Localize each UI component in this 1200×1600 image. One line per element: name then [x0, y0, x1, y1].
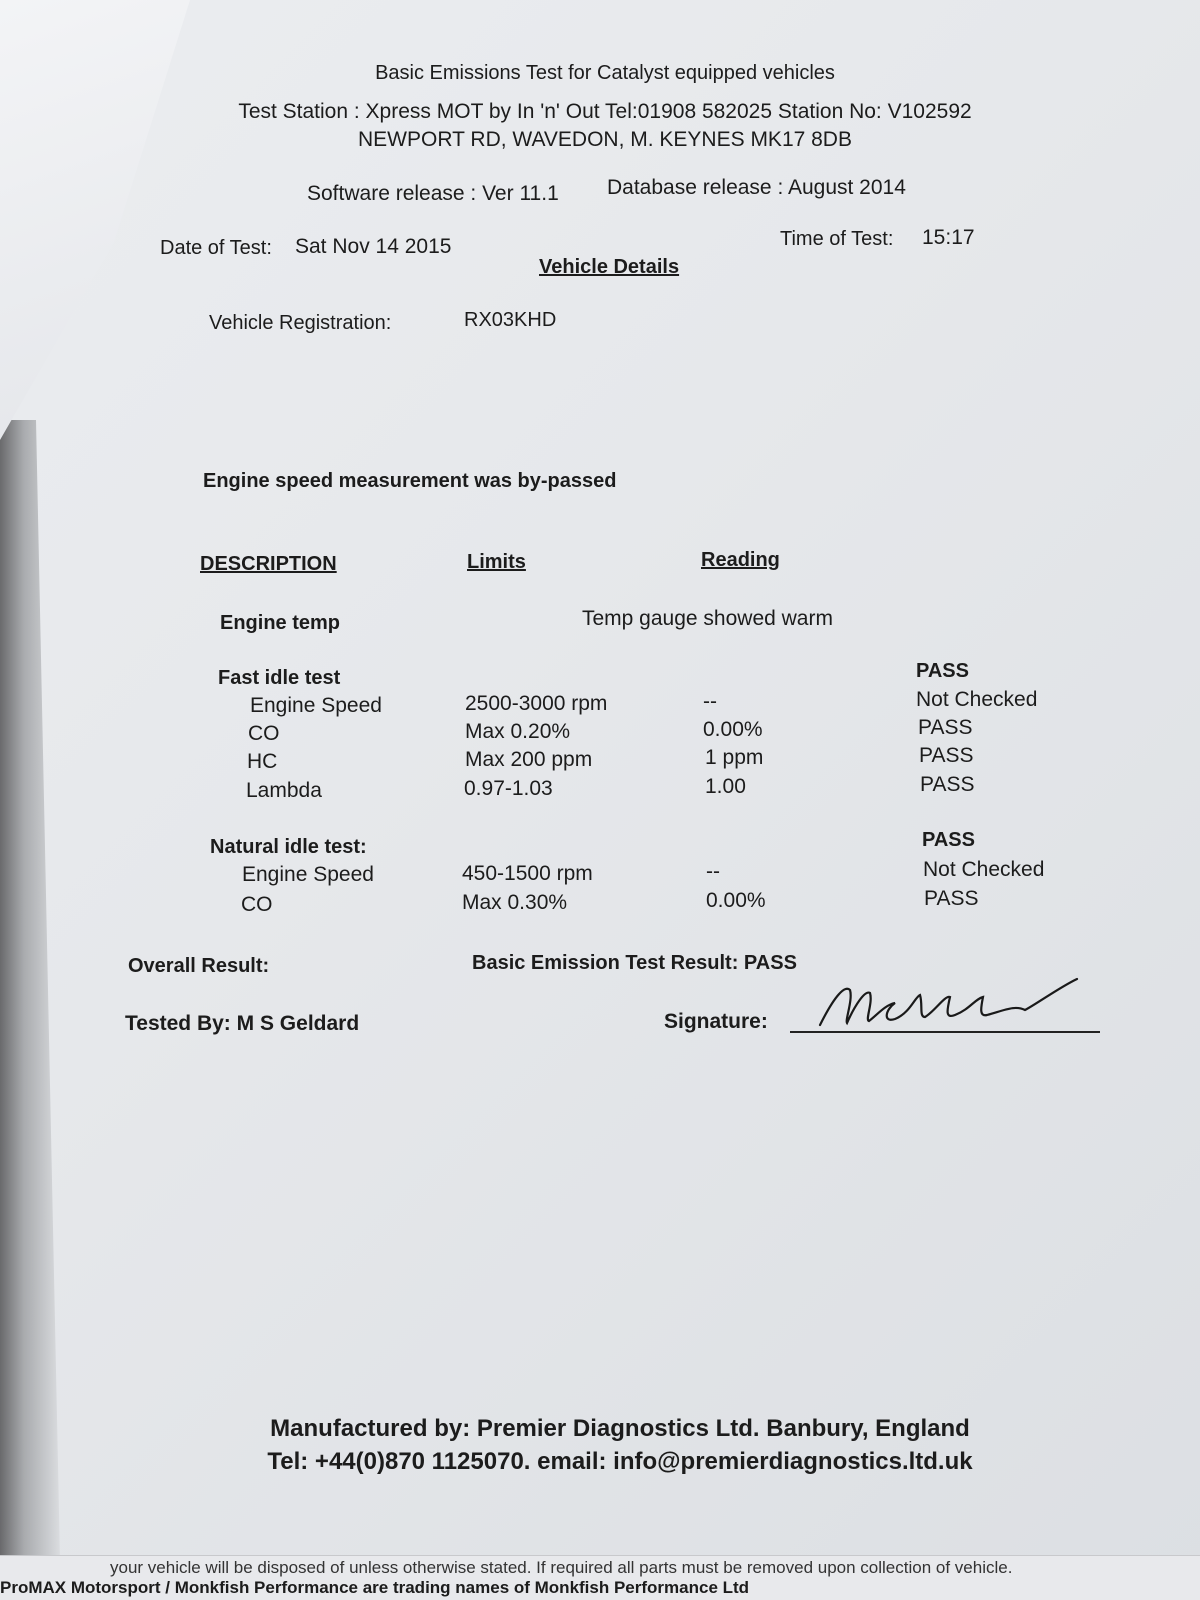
natural-idle-row-result: PASS [924, 887, 979, 910]
overall-result-value: Basic Emission Test Result: PASS [472, 952, 797, 974]
time-value: 15:17 [922, 226, 975, 249]
natural-idle-result: PASS [922, 829, 975, 851]
fast-idle-row-name: CO [248, 722, 280, 745]
fast-idle-row-reading: -- [703, 690, 717, 713]
database-release: Database release : August 2014 [607, 176, 906, 199]
header-reading: Reading [701, 549, 780, 571]
natural-idle-row-limit: Max 0.30% [462, 891, 568, 914]
signature-line [790, 1031, 1100, 1033]
fast-idle-row-reading: 0.00% [703, 718, 763, 741]
footer-line-2: ProMAX Motorsport / Monkfish Performance are trading names of Monkfish Performance Ltd [0, 1578, 750, 1597]
vehicle-registration-value: RX03KHD [464, 309, 557, 331]
fast-idle-row-name: Lambda [246, 779, 322, 802]
date-value: Sat Nov 14 2015 [295, 235, 452, 258]
fast-idle-row-result: PASS [920, 773, 975, 796]
header-limits: Limits [467, 551, 526, 573]
time-label: Time of Test: [780, 228, 894, 250]
fast-idle-row-reading: 1 ppm [705, 746, 764, 769]
document-title: Basic Emissions Test for Catalyst equipped vehicles [375, 62, 835, 84]
test-station-line: Test Station : Xpress MOT by In 'n' Out Tel:01908 582025 Station No: V102592 [238, 100, 972, 123]
natural-idle-title: Natural idle test: [210, 836, 367, 858]
natural-idle-row-name: Engine Speed [242, 863, 374, 886]
tested-by: Tested By: M S Geldard [125, 1012, 360, 1035]
fast-idle-row-limit: 0.97-1.03 [464, 777, 553, 800]
overall-result-label: Overall Result: [128, 955, 270, 977]
fast-idle-row-name: HC [247, 750, 278, 773]
station-address: NEWPORT RD, WAVEDON, M. KEYNES MK17 8DB [358, 128, 852, 151]
fast-idle-row-result: PASS [919, 744, 974, 767]
fast-idle-row-result: PASS [918, 716, 973, 739]
natural-idle-row-reading: -- [706, 860, 720, 883]
header-description: DESCRIPTION [200, 553, 337, 575]
manufacturer-line-2: Tel: +44(0)870 1125070. email: info@premierdiagnostics.ltd.uk [267, 1448, 973, 1475]
manufacturer-line-1: Manufactured by: Premier Diagnostics Ltd. Banbury, England [270, 1415, 970, 1442]
vehicle-registration-label: Vehicle Registration: [209, 312, 392, 334]
fast-idle-title: Fast idle test [218, 667, 341, 689]
fast-idle-row-reading: 1.00 [705, 775, 746, 798]
natural-idle-row-limit: 450-1500 rpm [462, 862, 593, 885]
fast-idle-row-limit: 2500-3000 rpm [465, 692, 608, 715]
fast-idle-row-limit: Max 0.20% [465, 720, 571, 743]
natural-idle-row-name: CO [241, 893, 273, 916]
engine-temp-label: Engine temp [220, 612, 341, 634]
fast-idle-row-limit: Max 200 ppm [465, 748, 593, 771]
signature-label: Signature: [664, 1010, 768, 1033]
natural-idle-row-reading: 0.00% [706, 889, 766, 912]
handwritten-signature [815, 975, 1095, 1035]
footer-strip [0, 1555, 1200, 1600]
fast-idle-row-result: Not Checked [916, 688, 1038, 711]
fast-idle-result: PASS [916, 660, 969, 682]
vehicle-details-heading: Vehicle Details [539, 256, 680, 278]
date-label: Date of Test: [160, 237, 272, 259]
fast-idle-row-name: Engine Speed [250, 694, 382, 717]
natural-idle-row-result: Not Checked [923, 858, 1045, 881]
software-release: Software release : Ver 11.1 [307, 182, 559, 205]
bypass-notice: Engine speed measurement was by-passed [203, 470, 617, 492]
engine-temp-reading: Temp gauge showed warm [582, 607, 833, 630]
footer-line-1: your vehicle will be disposed of unless otherwise stated. If required all parts must be removed upon collection of vehicle. [110, 1558, 1013, 1577]
